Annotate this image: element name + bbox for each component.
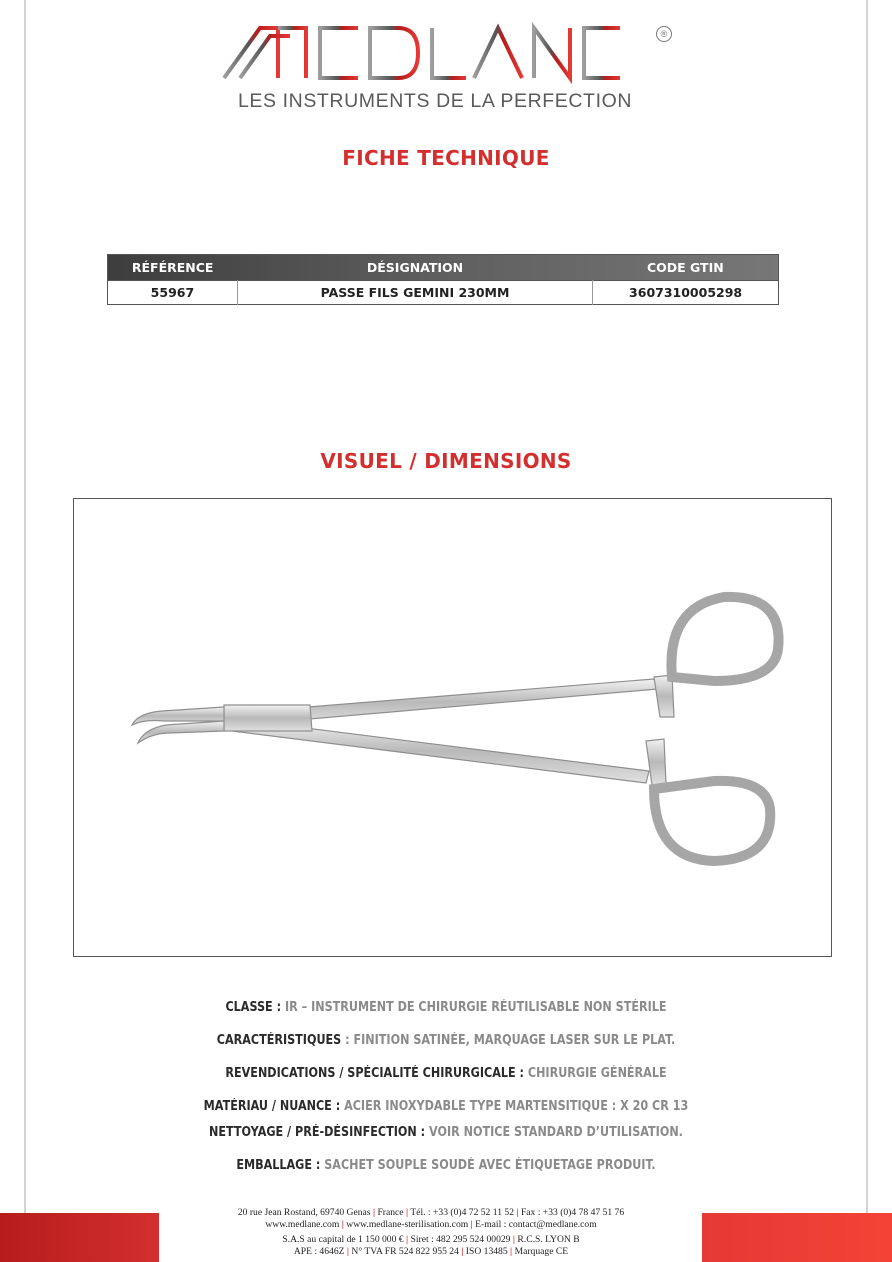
footer-ape: APE : 4646Z xyxy=(293,1246,345,1257)
footer-email[interactable]: E-mail : contact@medlane.com xyxy=(475,1219,597,1230)
footer-address: 20 rue Jean Rostand, 69740 Genas xyxy=(237,1207,371,1218)
footer-iso: ISO 13485 xyxy=(465,1246,508,1257)
surgical-forceps-image xyxy=(74,499,831,956)
cell-reference: 55967 xyxy=(108,281,238,305)
spec-materiau xyxy=(62,1099,829,1114)
header-reference: RÉFÉRENCE xyxy=(131,260,214,275)
footer-rcs: R.C.S. LYON B xyxy=(517,1234,580,1245)
spec-value: SACHET SOUPLE SOUDÉ AVEC ÉTIQUETAGE PRODUIT. xyxy=(320,1158,656,1173)
cell-designation: PASSE FILS GEMINI 230MM xyxy=(237,281,592,305)
spec-label: REVENDICATIONS / SPÉCIALITÉ CHIRURGICALE : xyxy=(225,1066,524,1081)
spec-value: ACIER INOXYDABLE TYPE MARTENSITIQUE : X 20 CR 13 xyxy=(340,1099,689,1114)
footer-tva: N° TVA FR 524 822 955 24 xyxy=(351,1246,459,1257)
footer-phone: Tél. : +33 (0)4 72 52 11 52 xyxy=(410,1207,514,1218)
product-reference-table xyxy=(107,254,779,305)
footer-web-line: www.medlane.com | www.medlane-sterilisation.com | E-mail : contact@medlane.com xyxy=(265,1219,597,1230)
spec-value: CHIRURGIE GÉNÉRALE xyxy=(523,1066,667,1081)
footer-website[interactable]: www.medlane.com xyxy=(265,1219,340,1230)
brand-tagline: LES INSTRUMENTS DE LA PERFECTION xyxy=(237,90,633,112)
spec-emballage xyxy=(62,1158,829,1173)
footer-legal-line: APE : 4646Z | N° TVA FR 524 822 955 24 | ISO 13485 | Marquage CE xyxy=(293,1246,569,1257)
brand-header xyxy=(220,22,670,122)
spec-label: NETTOYAGE / PRÉ-DÉSINFECTION : xyxy=(209,1125,426,1140)
spec-revendications xyxy=(62,1066,829,1081)
left-border-rule xyxy=(24,0,26,1215)
footer-company-line: S.A.S au capital de 1 150 000 € | Siret : 482 295 524 00029 | R.C.S. LYON B xyxy=(282,1234,580,1245)
footer-fax: Fax : +33 (0)4 78 47 51 76 xyxy=(520,1207,625,1218)
registered-mark: ® xyxy=(656,26,672,42)
spec-value: : FINITION SATINÉE, MARQUAGE LASER SUR LE PLAT. xyxy=(341,1033,676,1048)
spec-caracteristiques xyxy=(62,1033,829,1048)
header-gtin: CODE GTIN xyxy=(646,260,724,275)
footer-red-bar-left xyxy=(0,1213,159,1262)
footer-red-bar-right xyxy=(702,1213,892,1262)
spec-classe xyxy=(62,1000,829,1015)
fiche-technique-title: FICHE TECHNIQUE xyxy=(342,146,550,170)
spec-label: CLASSE : xyxy=(225,1000,282,1015)
footer-ce: Marquage CE xyxy=(514,1246,569,1257)
spec-value: IR – INSTRUMENT DE CHIRURGIE RÉUTILISABLE NON STÉRILE xyxy=(281,1000,667,1015)
footer-website-sterilisation[interactable]: www.medlane-sterilisation.com xyxy=(346,1219,469,1230)
right-border-rule xyxy=(866,0,868,1215)
footer-address-line: 20 rue Jean Rostand, 69740 Genas | France | Tél. : +33 (0)4 72 52 11 52 | Fax : +33 (0)4 78 47 51 76 xyxy=(237,1207,625,1218)
table-row xyxy=(108,281,779,305)
footer-country: France xyxy=(377,1207,404,1218)
product-image-frame xyxy=(73,498,832,957)
header-designation: DÉSIGNATION xyxy=(366,260,464,275)
spec-label: MATÉRIAU / NUANCE : xyxy=(203,1099,341,1114)
footer-capital: S.A.S au capital de 1 150 000 € xyxy=(282,1234,404,1245)
table-header-row xyxy=(108,255,779,281)
visuel-dimensions-title: VISUEL / DIMENSIONS xyxy=(320,449,572,473)
footer-siret: Siret : 482 295 524 00029 xyxy=(410,1234,511,1245)
spec-nettoyage xyxy=(62,1125,829,1140)
cell-gtin: 3607310005298 xyxy=(593,281,779,305)
spec-label: CARACTÉRISTIQUES xyxy=(216,1033,342,1048)
spec-label: EMBALLAGE : xyxy=(236,1158,321,1173)
medlane-logo xyxy=(220,22,660,84)
spec-value: VOIR NOTICE STANDARD D’UTILISATION. xyxy=(425,1125,683,1140)
